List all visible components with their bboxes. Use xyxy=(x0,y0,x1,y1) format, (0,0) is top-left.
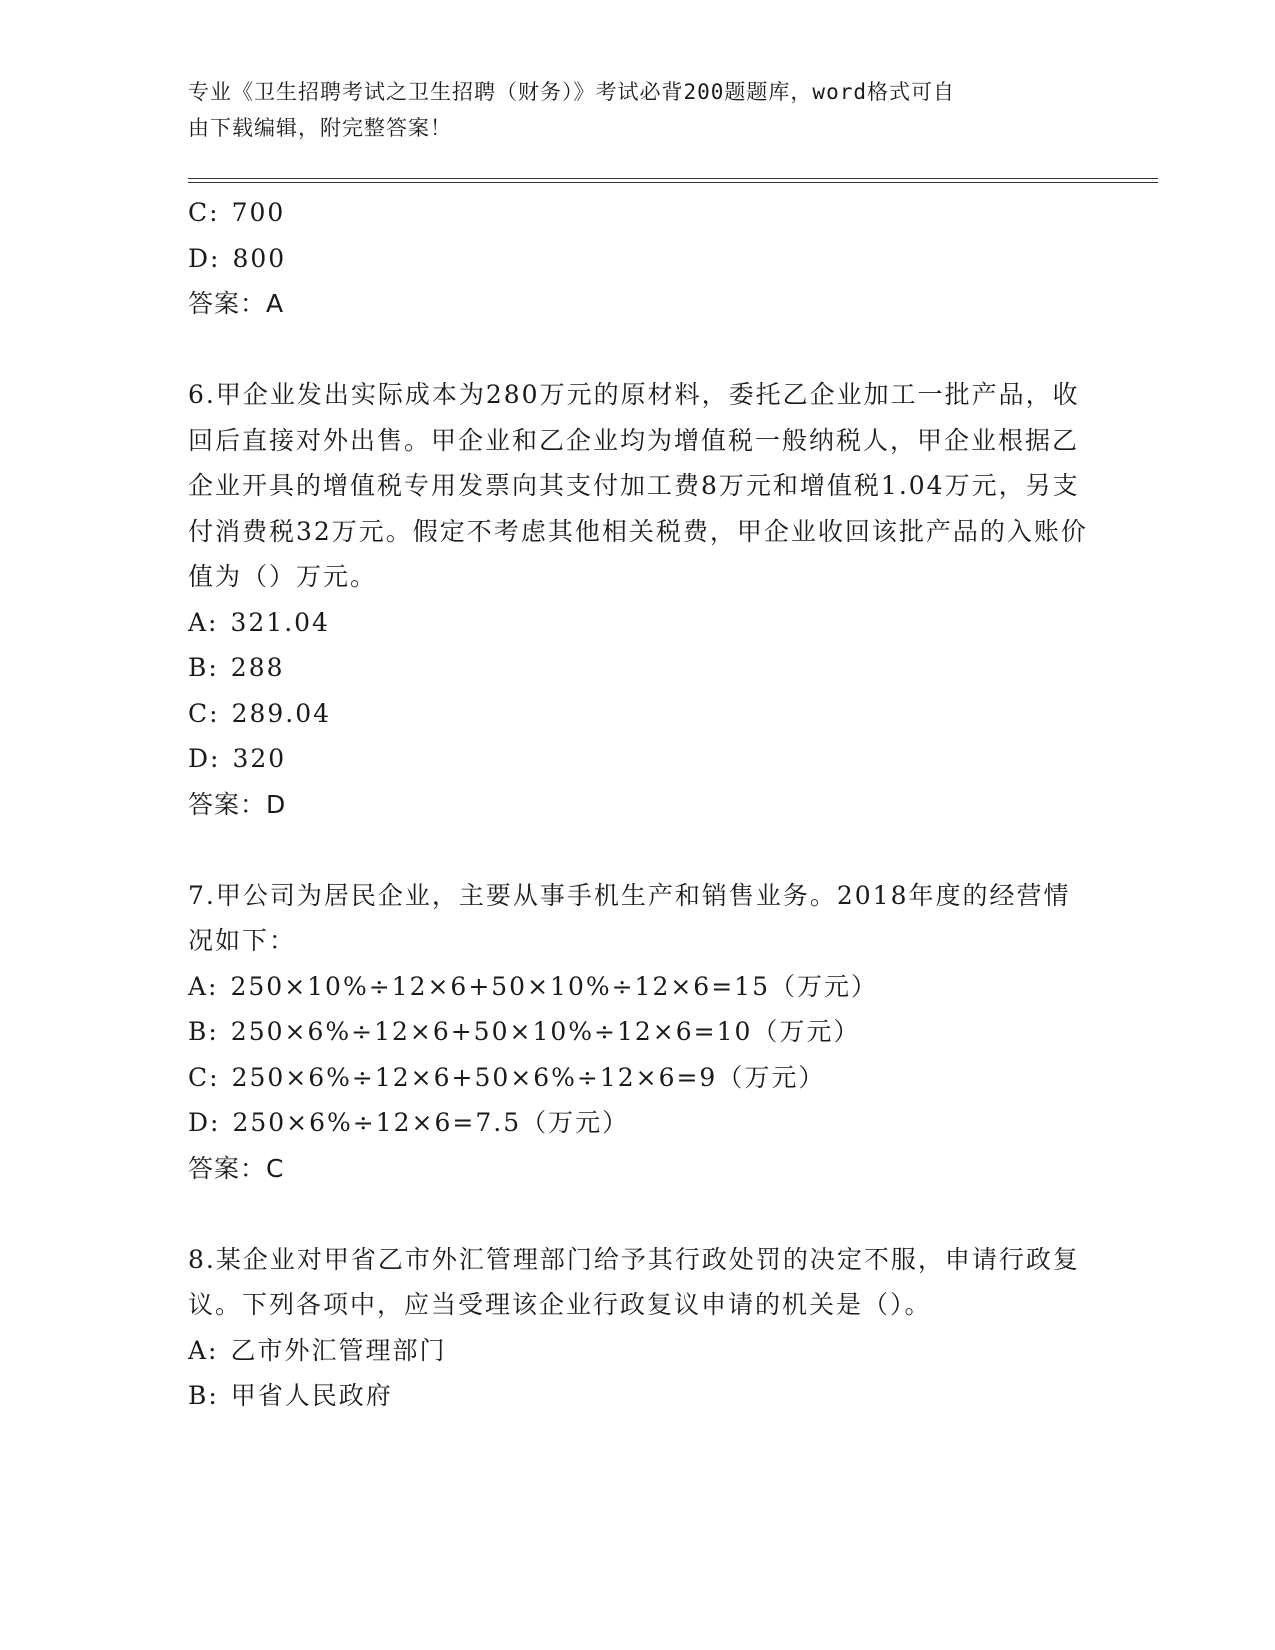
question-text: 6.甲企业发出实际成本为280万元的原材料，委托乙企业加工一批产品，收回后直接对外出售。甲企业和乙企业均为增值税一般纳税人，甲企业根据乙企业开具的增值税专用发票向其支付加工费8万元和增值税1.04万元，另支付消费税32万元。假定不考虑其他相关税费，甲企业收回该批产品的入账价值为（）万元。 xyxy=(188,380,1088,591)
option-b xyxy=(188,645,1088,691)
option-text: 321.04 xyxy=(230,607,330,637)
option-c xyxy=(188,691,1088,737)
option-text: 乙市外汇管理部门 xyxy=(230,1335,447,1365)
option-d xyxy=(188,1100,1088,1146)
answer: 答案：C xyxy=(188,1153,285,1183)
option-d xyxy=(188,236,1088,282)
question-7 xyxy=(188,873,1088,1192)
option-text: 250×6%÷12×6=7.5（万元） xyxy=(232,1108,630,1137)
option-b xyxy=(188,1373,1088,1419)
question-text: 7.甲公司为居民企业，主要从事手机生产和销售业务。2018年度的经营情况如下： xyxy=(188,880,1071,955)
header-divider-top xyxy=(188,178,1158,179)
option-d xyxy=(188,736,1088,782)
option-c xyxy=(188,1055,1088,1101)
option-label: C: xyxy=(188,198,220,227)
option-text: 288 xyxy=(230,653,285,682)
option-text: 250×6%÷12×6+50×6%÷12×6=9（万元） xyxy=(231,1062,826,1092)
option-text: 250×10%÷12×6+50×10%÷12×6=15（万元） xyxy=(230,971,878,1001)
option-a xyxy=(188,964,1088,1010)
option-label: D: xyxy=(188,243,221,273)
option-label: A: xyxy=(188,1335,219,1365)
option-label: D: xyxy=(188,1108,221,1137)
question-list xyxy=(188,190,1088,1419)
header-divider-bottom xyxy=(188,182,1158,183)
header-line-1: 专业《卫生招聘考试之卫生招聘（财务）》考试必背200题题库，word格式可自 xyxy=(188,80,955,104)
option-label: A: xyxy=(188,971,219,1001)
option-b xyxy=(188,1009,1088,1055)
question-5-tail xyxy=(188,190,1088,327)
option-text: 289.04 xyxy=(231,698,332,728)
option-text: 甲省人民政府 xyxy=(230,1381,393,1410)
question-text: 8.某企业对甲省乙市外汇管理部门给予其行政处罚的决定不服，申请行政复议。下列各项中，应当受理该企业行政复议申请的机关是（）。 xyxy=(188,1244,1080,1319)
document-header xyxy=(188,74,1068,146)
option-label: C: xyxy=(188,698,220,728)
option-text: 320 xyxy=(232,744,287,773)
option-a xyxy=(188,600,1088,646)
option-c xyxy=(188,190,1088,236)
answer: 答案：D xyxy=(188,789,287,819)
option-label: C: xyxy=(188,1062,220,1092)
option-label: A: xyxy=(188,607,219,637)
option-label: B: xyxy=(188,653,219,682)
option-label: D: xyxy=(188,744,221,773)
question-8 xyxy=(188,1237,1088,1419)
header-line-2: 由下载编辑，附完整答案！ xyxy=(188,116,452,140)
answer: 答案：A xyxy=(188,289,285,318)
option-label: B: xyxy=(188,1381,219,1410)
option-text: 800 xyxy=(232,243,287,273)
option-text: 700 xyxy=(231,198,286,227)
question-6 xyxy=(188,372,1088,827)
option-label: B: xyxy=(188,1017,219,1046)
option-text: 250×6%÷12×6+50×10%÷12×6=10（万元） xyxy=(230,1017,861,1046)
option-a xyxy=(188,1328,1088,1374)
